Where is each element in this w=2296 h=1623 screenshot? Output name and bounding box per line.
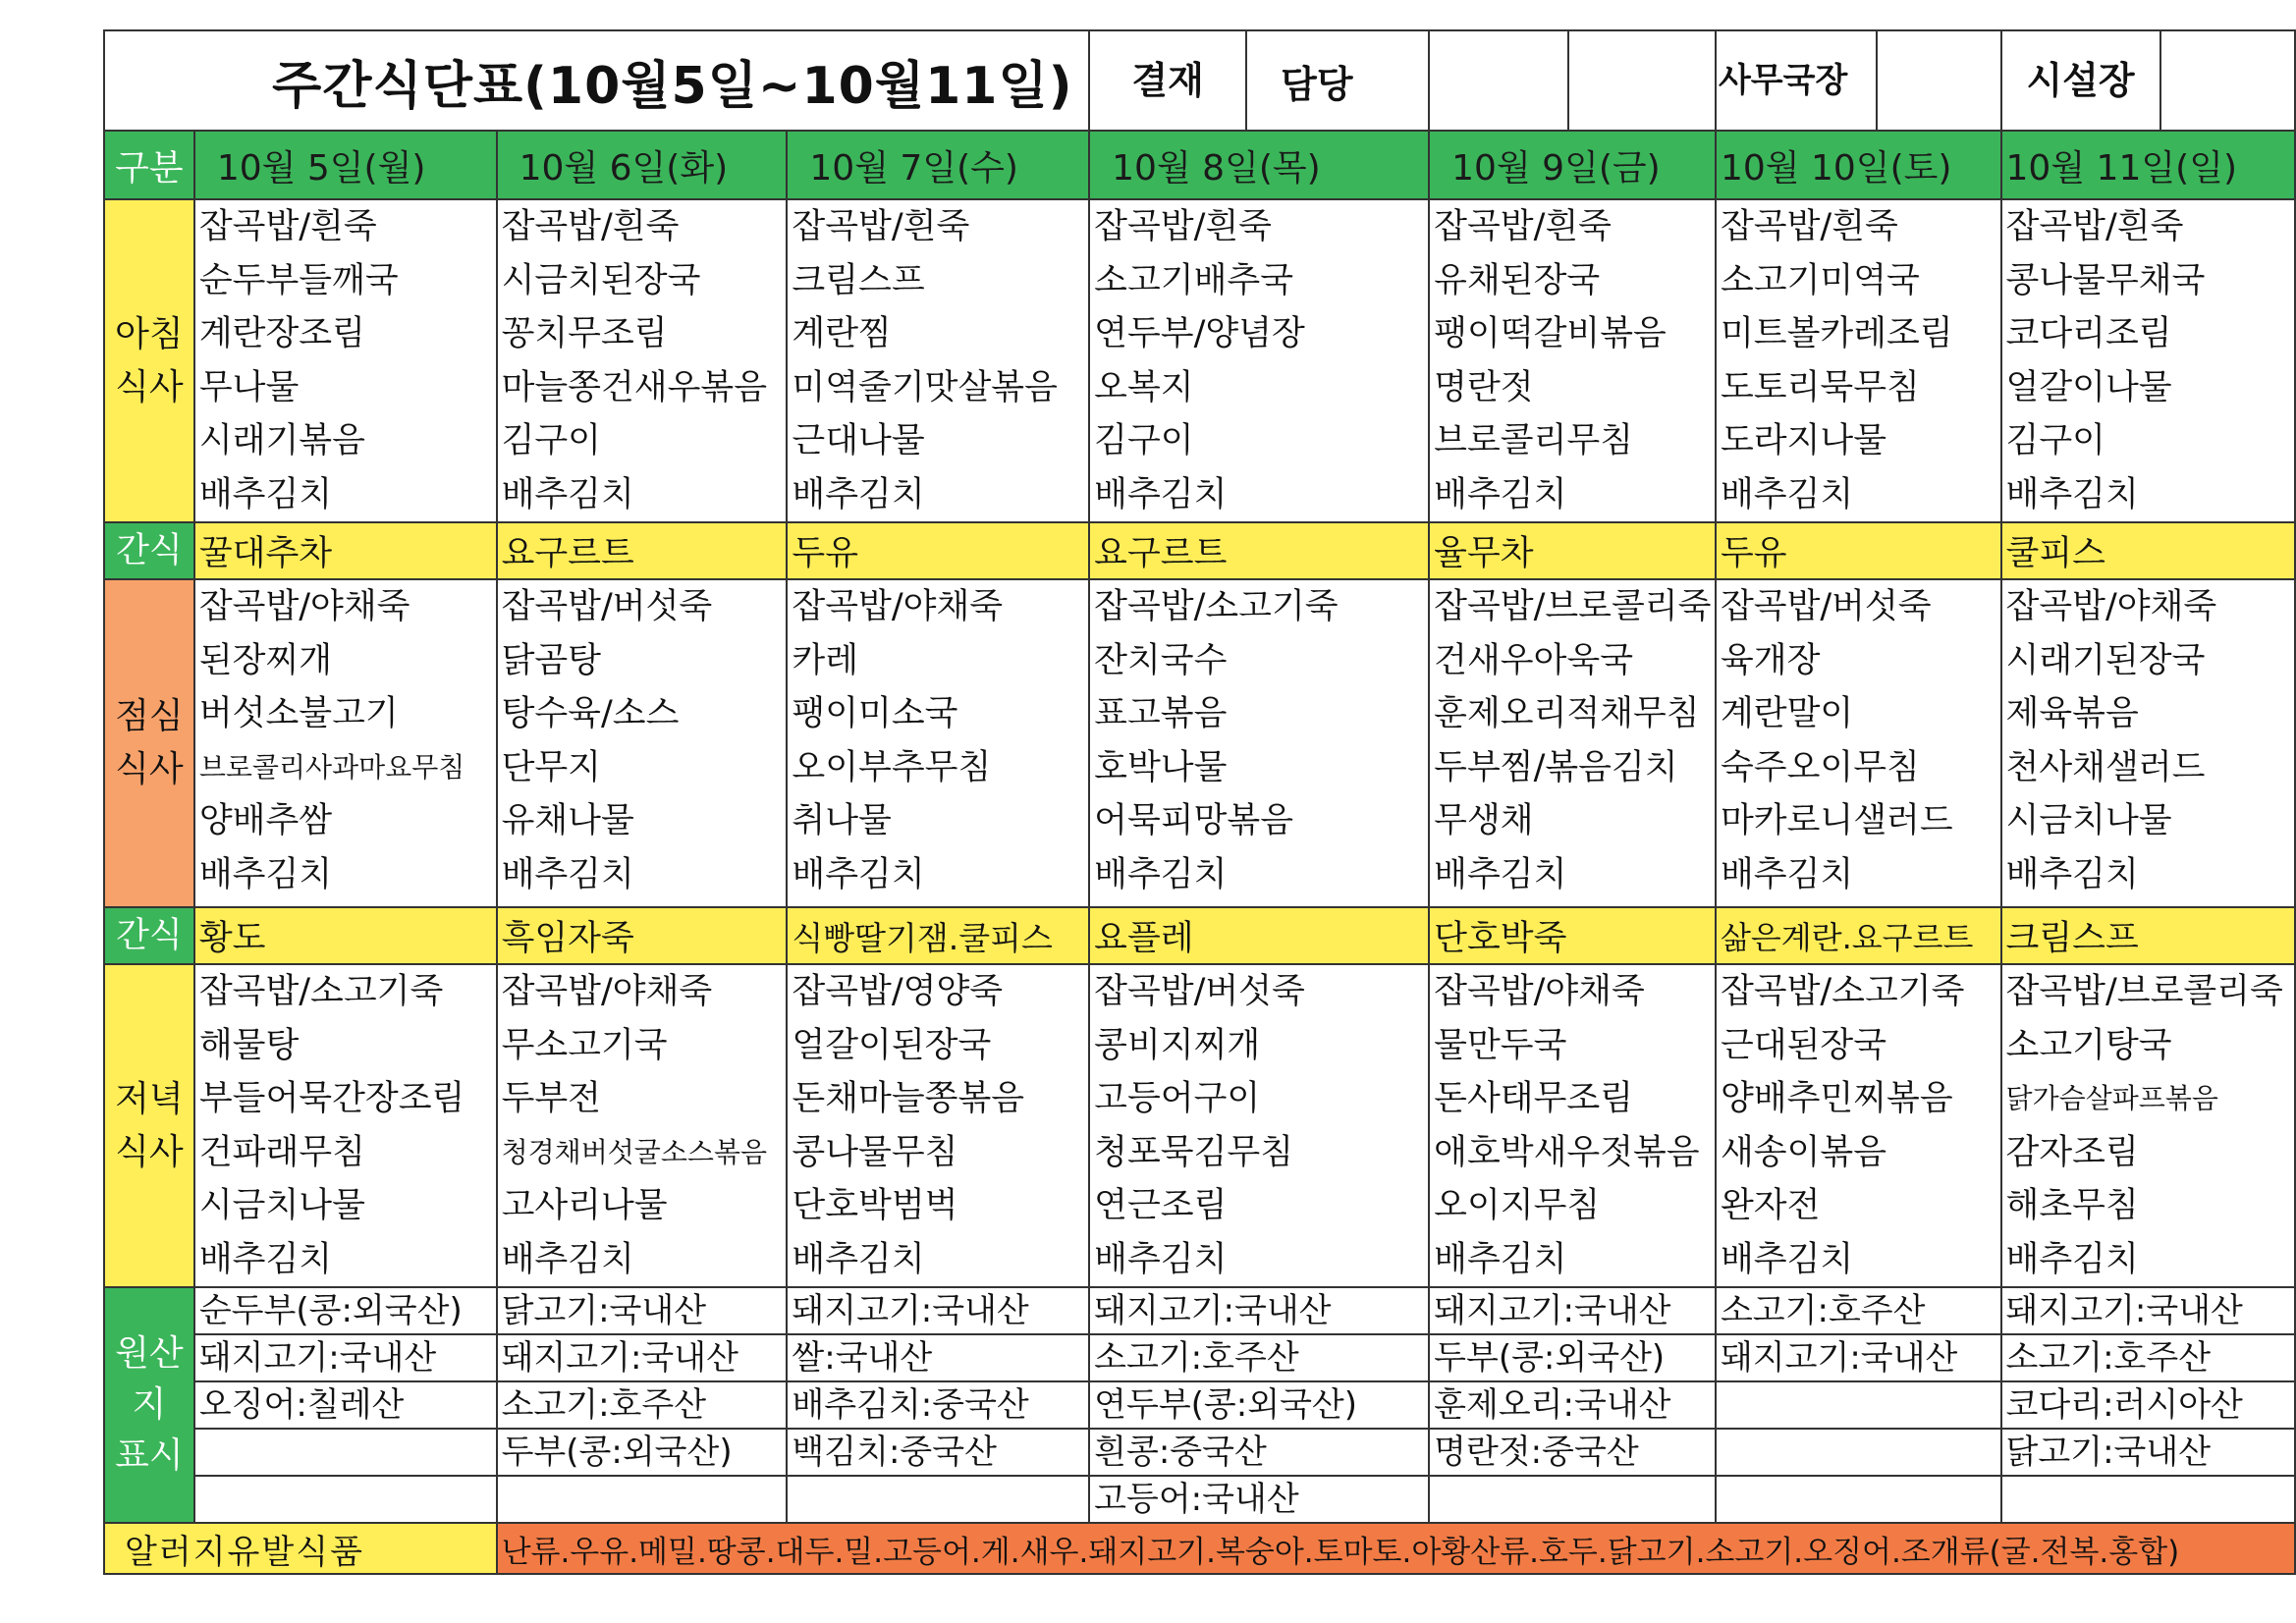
menu-item: 계란찜 (792, 314, 892, 353)
menu-item: 돼지고기:국내산 (195, 1335, 496, 1382)
menu-item: 근대된장국 (1720, 1025, 1887, 1065)
snack-item: 단호박죽 (1429, 907, 1716, 964)
menu-item: 잡곡밥/야채죽 (501, 972, 713, 1011)
menu-item: 오징어:칠레산 (195, 1382, 496, 1430)
lunch-cell (1429, 579, 1716, 907)
menu-item: 닭고기:국내산 (2002, 1430, 2294, 1477)
day-header: 10월 8일(목) (1089, 131, 1429, 199)
menu-item: 오이지무침 (1434, 1186, 1601, 1225)
menu-item (1717, 1382, 2000, 1430)
menu-item: 취나물 (792, 801, 892, 840)
menu-item: 단무지 (501, 747, 601, 787)
menu-item: 배추김치 (1094, 474, 1228, 514)
menu-item: 어묵피망볶음 (1094, 801, 1294, 840)
menu-item: 연근조림 (1094, 1186, 1228, 1225)
menu-item: 단호박범벅 (792, 1186, 958, 1225)
menu-item: 배추김치 (2005, 474, 2139, 514)
menu-item: 무생채 (1434, 801, 1534, 840)
menu-item: 잡곡밥/버섯죽 (1094, 972, 1305, 1011)
menu-item: 김구이 (501, 421, 601, 460)
menu-item: 고사리나물 (501, 1186, 668, 1225)
menu-item: 배추김치 (1434, 854, 1567, 894)
menu-item: 배추김치 (792, 1239, 925, 1279)
menu-item: 잡곡밥/흰죽 (198, 207, 377, 246)
dinner-cell (1429, 964, 1716, 1287)
snack-item: 두유 (787, 522, 1089, 579)
menu-item: 호박나물 (1094, 747, 1228, 787)
menu-item: 훈제오리:국내산 (1430, 1382, 1715, 1430)
menu-item: 배추김치 (792, 854, 925, 894)
menu-item: 고등어:국내산 (1094, 1480, 1299, 1519)
approval-director: 사무국장 (1717, 31, 1878, 130)
approval-block (1089, 30, 1429, 131)
menu-item: 돼지고기:국내산 (788, 1288, 1088, 1335)
origin-cell (194, 1287, 497, 1523)
snack-item: 요구르트 (497, 522, 788, 579)
origin-label: 원산 지 표시 (104, 1287, 194, 1523)
menu-item: 배추김치 (1434, 1239, 1567, 1279)
origin-cell (1716, 1287, 2001, 1523)
day-header: 10월 9일(금) (1429, 131, 1716, 199)
allergy-row (104, 1523, 2295, 1574)
menu-item: 유채나물 (501, 801, 634, 840)
menu-item: 브로콜리무침 (1434, 421, 1634, 460)
menu-item: 돼지고기:국내산 (1090, 1288, 1428, 1335)
menu-item: 물만두국 (1434, 1025, 1567, 1065)
menu-item: 해초무침 (2005, 1186, 2139, 1225)
menu-item: 오이부추무침 (792, 747, 992, 787)
breakfast-cell (1429, 199, 1716, 522)
menu-item: 명란젓 (1434, 367, 1534, 407)
menu-item: 훈제오리적채무침 (1434, 694, 1700, 733)
menu-item: 잡곡밥/영양죽 (792, 972, 1004, 1011)
menu-item: 배추김치 (1720, 854, 1854, 894)
menu-item: 배추김치 (1094, 854, 1228, 894)
menu-item: 소고기미역국 (1720, 260, 1920, 300)
dinner-cell (194, 964, 497, 1287)
menu-item: 순두부들깨국 (198, 260, 399, 300)
dinner-cell (2001, 964, 2295, 1287)
menu-item: 닭가슴살파프볶음 (2005, 1082, 2218, 1114)
menu-item: 완자전 (1720, 1186, 1821, 1225)
menu-item (1717, 1430, 2000, 1477)
menu-item: 코다리조림 (2005, 314, 2172, 353)
menu-item: 잡곡밥/소고기죽 (1720, 972, 1965, 1011)
menu-item: 쌀:국내산 (788, 1335, 1088, 1382)
menu-item (2002, 1477, 2294, 1522)
menu-item: 건파래무침 (198, 1132, 365, 1172)
menu-item (195, 1430, 496, 1477)
menu-item: 애호박새우젓볶음 (1434, 1132, 1700, 1172)
menu-item: 백김치:중국산 (788, 1430, 1088, 1477)
menu-item: 청경채버섯굴소스볶음 (501, 1135, 768, 1168)
snack-row-1 (104, 522, 2295, 579)
origin-cell (2001, 1287, 2295, 1523)
menu-item: 김구이 (1094, 421, 1194, 460)
lunch-cell (1089, 579, 1429, 907)
breakfast-cell (497, 199, 788, 522)
menu-item: 부들어묵간장조림 (198, 1079, 465, 1118)
menu-item: 육개장 (1720, 640, 1821, 680)
snack-item: 요구르트 (1089, 522, 1429, 579)
menu-item: 돼지고기:국내산 (1717, 1335, 2000, 1382)
menu-item: 잡곡밥/버섯죽 (1720, 587, 1932, 626)
snack-row-2 (104, 907, 2295, 964)
menu-item: 미역줄기맛살볶음 (792, 367, 1058, 407)
menu-item: 잔치국수 (1094, 640, 1228, 680)
menu-item: 돈사태무조림 (1434, 1079, 1634, 1118)
menu-item: 돼지고기:국내산 (498, 1335, 787, 1382)
menu-item: 잡곡밥/흰죽 (1094, 207, 1272, 246)
snack-item: 크림스프 (2001, 907, 2295, 964)
menu-table (103, 29, 2296, 1575)
day-header: 10월 11일(일) (2001, 131, 2295, 199)
menu-item (195, 1477, 496, 1522)
menu-item: 콩나물무채국 (2005, 260, 2206, 300)
gubun-header: 구분 (104, 131, 194, 199)
dinner-cell (787, 964, 1089, 1287)
menu-item: 미트볼카레조림 (1720, 314, 1953, 353)
page-title: 주간식단표(10월5일~10월11일) (104, 30, 1089, 131)
menu-item: 잡곡밥/야채죽 (2005, 587, 2217, 626)
dinner-cell (1089, 964, 1429, 1287)
menu-item: 김구이 (2005, 421, 2105, 460)
menu-item: 팽이미소국 (792, 694, 958, 733)
menu-item: 콩나물무침 (792, 1132, 958, 1172)
title-row (104, 30, 2295, 131)
menu-item: 돈채마늘쫑볶음 (792, 1079, 1025, 1118)
menu-item: 소고기:호주산 (1090, 1335, 1428, 1382)
menu-item: 마카로니샐러드 (1720, 801, 1953, 840)
menu-item: 돼지고기:국내산 (1430, 1288, 1715, 1335)
allergy-list: 난류.우유.메밀.땅콩.대두.밀.고등어.게.새우.돼지고기.복숭아.토마토.아황산류.호두.닭고기.소고기.오징어.조개류(굴.전복.홍합) (497, 1523, 2295, 1574)
menu-item: 잡곡밥/흰죽 (1720, 207, 1898, 246)
origin-cell (497, 1287, 788, 1523)
breakfast-cell (1716, 199, 2001, 522)
menu-item: 숙주오이무침 (1720, 747, 1920, 787)
snack-label: 간식 (104, 907, 194, 964)
approval-label: 결재 (1090, 31, 1247, 130)
menu-item: 양배추쌈 (198, 801, 333, 840)
snack-item: 식빵딸기잼.쿨피스 (787, 907, 1089, 964)
origin-cell (787, 1287, 1089, 1523)
day-header: 10월 7일(수) (787, 131, 1089, 199)
menu-item: 된장찌개 (198, 640, 333, 680)
approval-head: 시설장 (2002, 31, 2161, 130)
menu-item: 크림스프 (792, 260, 925, 300)
menu-item: 카레 (792, 640, 859, 680)
menu-item: 얼갈이된장국 (792, 1025, 992, 1065)
menu-item: 배추김치 (2005, 854, 2139, 894)
menu-item: 양배추민찌볶음 (1720, 1079, 1953, 1118)
lunch-cell (2001, 579, 2295, 907)
snack-item: 두유 (1716, 522, 2001, 579)
menu-item (788, 1477, 1088, 1522)
dinner-cell (497, 964, 788, 1287)
lunch-cell (1716, 579, 2001, 907)
menu-item: 연두부(콩:외국산) (1090, 1382, 1428, 1430)
menu-item: 배추김치 (198, 1239, 333, 1279)
menu-item: 도라지나물 (1720, 421, 1887, 460)
snack-item: 삶은계란.요구르트 (1716, 907, 2001, 964)
menu-item: 표고볶음 (1094, 694, 1228, 733)
menu-item: 배추김치 (198, 474, 333, 514)
day-header: 10월 6일(화) (497, 131, 788, 199)
snack-item: 쿨피스 (2001, 522, 2295, 579)
menu-item: 두부찜/볶음김치 (1434, 747, 1678, 787)
day-header: 10월 10일(토) (1716, 131, 2001, 199)
menu-item: 연두부/양념장 (1094, 314, 1305, 353)
menu-item: 두부(콩:외국산) (1430, 1335, 1715, 1382)
breakfast-cell (1089, 199, 1429, 522)
menu-item: 오복지 (1094, 367, 1194, 407)
menu-item: 잡곡밥/흰죽 (2005, 207, 2184, 246)
menu-item: 잡곡밥/흰죽 (1434, 207, 1612, 246)
breakfast-cell (2001, 199, 2295, 522)
menu-item: 배추김치 (1720, 1239, 1854, 1279)
menu-item: 콩비지찌개 (1094, 1025, 1261, 1065)
menu-item: 배추김치 (2005, 1239, 2139, 1279)
header-row (104, 131, 2295, 199)
menu-item: 소고기:호주산 (2002, 1335, 2294, 1382)
menu-item: 시금치된장국 (501, 260, 701, 300)
lunch-cell (194, 579, 497, 907)
menu-item: 잡곡밥/브로콜리죽 (1434, 587, 1712, 626)
snack-item: 요플레 (1089, 907, 1429, 964)
dinner-label: 저녁 식사 (104, 964, 194, 1287)
menu-item: 버섯소불고기 (198, 694, 399, 733)
menu-item: 두부전 (501, 1079, 601, 1118)
snack-item: 율무차 (1429, 522, 1716, 579)
menu-item: 무소고기국 (501, 1025, 668, 1065)
snack-label: 간식 (104, 522, 194, 579)
breakfast-cell (787, 199, 1089, 522)
lunch-cell (497, 579, 788, 907)
approval-head-cell (2001, 30, 2295, 131)
menu-item: 잡곡밥/버섯죽 (501, 587, 713, 626)
menu-item (1717, 1477, 2000, 1522)
menu-item: 시래기된장국 (2005, 640, 2206, 680)
origin-cell (1089, 1287, 1429, 1523)
menu-item: 고등어구이 (1094, 1079, 1261, 1118)
menu-item: 계란장조림 (198, 314, 365, 353)
menu-item (1430, 1477, 1715, 1522)
menu-item: 잡곡밥/흰죽 (501, 207, 680, 246)
menu-item: 소고기탕국 (2005, 1025, 2172, 1065)
menu-item: 명란젓:중국산 (1430, 1430, 1715, 1477)
allergy-label: 알러지유발식품 (104, 1523, 497, 1574)
lunch-cell (787, 579, 1089, 907)
snack-item: 황도 (194, 907, 497, 964)
menu-item: 잡곡밥/야채죽 (198, 587, 410, 626)
menu-item: 배추김치 (1720, 474, 1854, 514)
menu-item: 얼갈이나물 (2005, 367, 2172, 407)
breakfast-row (104, 199, 2295, 522)
menu-item: 소고기:호주산 (1717, 1288, 2000, 1335)
menu-item: 계란말이 (1720, 694, 1854, 733)
menu-item: 탕수육/소스 (501, 694, 680, 733)
origin-cell (1429, 1287, 1716, 1523)
menu-item: 팽이떡갈비볶음 (1434, 314, 1667, 353)
menu-item: 배추김치 (501, 854, 634, 894)
menu-item: 감자조림 (2005, 1132, 2139, 1172)
snack-item: 흑임자죽 (497, 907, 788, 964)
menu-item: 천사채샐러드 (2005, 747, 2206, 787)
menu-item: 배추김치:중국산 (788, 1382, 1088, 1430)
menu-item: 닭고기:국내산 (498, 1288, 787, 1335)
menu-item: 제육볶음 (2005, 694, 2139, 733)
menu-item: 배추김치 (1094, 1239, 1228, 1279)
menu-item: 코다리:러시아산 (2002, 1382, 2294, 1430)
menu-item: 흰콩:중국산 (1090, 1430, 1428, 1477)
menu-item: 배추김치 (198, 854, 333, 894)
menu-item: 배추김치 (501, 474, 634, 514)
menu-item (498, 1477, 787, 1522)
origin-row (104, 1287, 2295, 1523)
day-header: 10월 5일(월) (194, 131, 497, 199)
menu-item: 꽁치무조림 (501, 314, 668, 353)
menu-item: 배추김치 (792, 474, 925, 514)
approval-director-cell (1716, 30, 2001, 131)
weekly-menu-sheet (103, 29, 2296, 1575)
menu-item: 잡곡밥/소고기죽 (198, 972, 444, 1011)
menu-item: 시금치나물 (2005, 801, 2172, 840)
snack-item: 꿀대추차 (194, 522, 497, 579)
menu-item: 잡곡밥/흰죽 (792, 207, 970, 246)
menu-item: 새송이볶음 (1720, 1132, 1887, 1172)
dinner-cell (1716, 964, 2001, 1287)
menu-item: 배추김치 (501, 1239, 634, 1279)
menu-item: 해물탕 (198, 1025, 300, 1065)
breakfast-label: 아침 식사 (104, 199, 194, 522)
breakfast-cell (194, 199, 497, 522)
menu-item: 잡곡밥/브로콜리죽 (2005, 972, 2283, 1011)
menu-item: 소고기:호주산 (498, 1382, 787, 1430)
menu-item: 시금치나물 (198, 1186, 365, 1225)
menu-item: 닭곰탕 (501, 640, 601, 680)
menu-item: 배추김치 (1434, 474, 1567, 514)
menu-item: 잡곡밥/야채죽 (1434, 972, 1645, 1011)
menu-item: 근대나물 (792, 421, 925, 460)
menu-item: 잡곡밥/야채죽 (792, 587, 1004, 626)
menu-item: 순두부(콩:외국산) (195, 1288, 496, 1335)
lunch-row (104, 579, 2295, 907)
menu-item: 브로콜리사과마요무침 (198, 750, 465, 784)
approval-blank-cell (1429, 30, 1716, 131)
menu-item: 잡곡밥/소고기죽 (1094, 587, 1339, 626)
menu-item: 건새우아욱국 (1434, 640, 1634, 680)
menu-item: 시래기볶음 (198, 421, 365, 460)
menu-item: 유채된장국 (1434, 260, 1601, 300)
lunch-label: 점심 식사 (104, 579, 194, 907)
menu-item: 돼지고기:국내산 (2002, 1288, 2294, 1335)
menu-item: 청포묵김무침 (1094, 1132, 1294, 1172)
menu-item: 도토리묵무침 (1720, 367, 1920, 407)
approval-manager: 담당 (1281, 62, 1353, 106)
dinner-row (104, 964, 2295, 1287)
menu-item: 두부(콩:외국산) (498, 1430, 787, 1477)
menu-item: 소고기배추국 (1094, 260, 1294, 300)
menu-item: 무나물 (198, 367, 300, 407)
menu-item: 마늘쫑건새우볶음 (501, 367, 768, 407)
